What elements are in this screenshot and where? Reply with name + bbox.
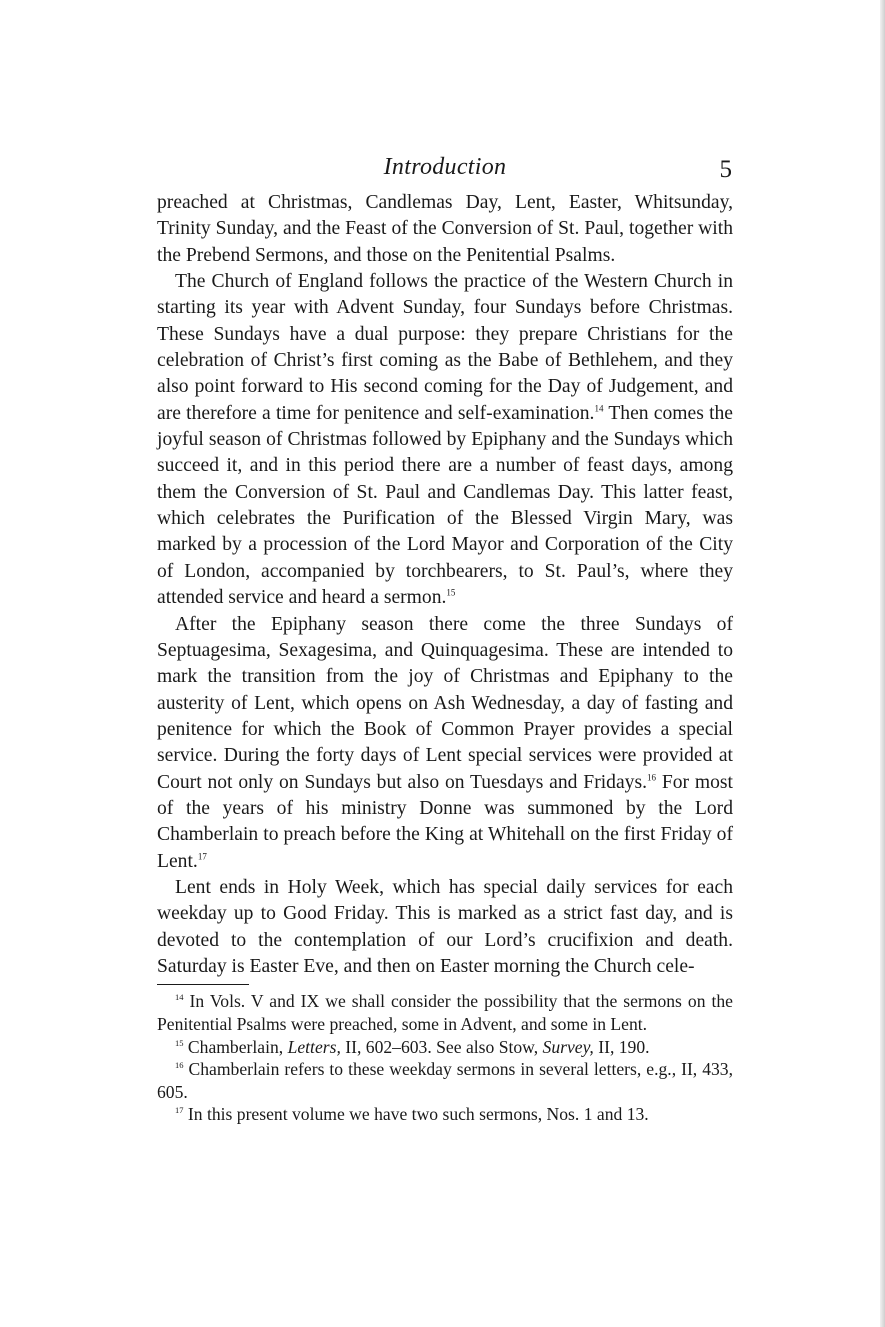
book-page [157,150,733,1126]
footnote-title-survey: Survey, [542,1036,594,1057]
footnote-17 [157,1103,733,1126]
running-title: Introduction [383,154,507,180]
footnote-number: 15 [175,1037,184,1048]
paragraph-continued [157,190,733,269]
footnote-text: II, 190. [593,1036,650,1057]
footnote-rule [157,984,249,985]
paragraph-holy-week [157,875,733,980]
footnote-text: In Vols. V and IX we shall consider the possibility that the sermons on the Penitential Psalms were preached, some in Advent, and some in Lent. [157,991,733,1034]
footnote-14 [157,990,733,1035]
paragraph-lent [157,612,733,875]
footnote-reference: 14 [594,403,604,414]
footnote-text: Chamberlain refers to these weekday sermons in several letters, e.g., II, 433, 605. [157,1059,733,1102]
footnote-text: II, 602–603. See also Stow, [340,1036,543,1057]
paragraph-text: preached at Christmas, Candlemas Day, Lent, Easter, Whitsunday, Trinity Sunday, and the Feast of the Conversion of St. Paul, together with the Prebend Sermons, and those on the Penitential Psalms. [157,192,733,266]
paragraph-text: Then comes the joyful season of Christmas followed by Epiphany and the Sundays which succeed it, and in this period there are a number of feast days, among them the Conversion of St. Paul and Candlemas Day. This latter feast, which celebrates the Purification of the Blessed Virgin Mary, was marked by a procession of the Lord Mayor and Corporation of the City of London, accompanied by torchbearers, to St. Paul’s, where they attended service and heard a sermon. [157,402,734,609]
footnote-number: 16 [175,1060,184,1071]
page-number: 5 [719,156,732,183]
footnote-reference: 15 [446,587,456,598]
page-edge-shadow [880,0,885,1327]
paragraph-text: After the Epiphany season there come the three Sundays of Septuagesima, Sexagesima, and Quinquagesima. These are intended to mark the transition from the joy of Christmas and Epiphany to the austerity of Lent, which opens on Ash Wednesday, a day of fasting and penitence for which the Book of Common Prayer provides a special service. During the forty days of Lent special services were provided at Court not only on Sundays but also on Tuesdays and Fridays. [157,613,733,793]
paragraph-text: Lent ends in Holy Week, which has special daily services for each weekday up to Good Friday. This is marked as a strict fast day, and is devoted to the contemplation of our Lord’s crucifixion and death. Saturday is Easter Eve, and then on Easter morning the Church cele- [157,876,733,977]
footnote-reference: 17 [197,851,207,862]
paragraph-text: For most of the years of his ministry Donne was summoned by the Lord Chamberlain to preach before the King at Whitehall on the first Friday of Lent. [157,771,733,872]
footnotes [157,990,733,1126]
paragraph-church-year [157,269,733,611]
footnote-reference: 16 [647,772,656,783]
body-text [157,190,733,980]
footnote-number: 14 [175,992,184,1003]
footnote-number: 17 [175,1105,184,1116]
running-head [157,150,733,190]
footnote-title-letters: Letters, [287,1036,341,1057]
paragraph-text: The Church of England follows the practice of the Western Church in starting its year with Advent Sunday, four Sundays before Christmas. These Sundays have a dual purpose: they prepare Christians for the celebration of Christ’s first coming as the Babe of Bethlehem, and they also point forward to His second coming for the Day of Judgement, and are therefore a time for penitence and self-examination. [157,271,733,424]
footnote-15 [157,1036,733,1059]
footnote-text: Chamberlain, [187,1036,288,1057]
footnote-16 [157,1058,733,1103]
footnote-text: In this present volume we have two such sermons, Nos. 1 and 13. [187,1104,649,1125]
